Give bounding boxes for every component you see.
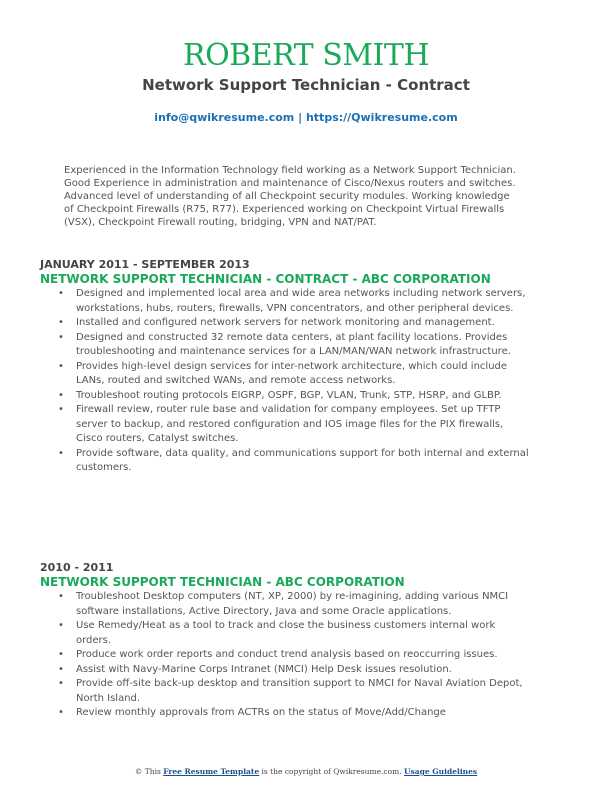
bullet-item: • Troubleshoot routing protocols EIGRP, OSPF, BGP, VLAN, Trunk, STP, HSRP, and GLBP. — [76, 389, 530, 404]
bullet-item: • Use Remedy/Heat as a tool to track and close the business customers internal work orders. — [76, 619, 530, 648]
free-resume-template-link[interactable]: Free Resume Template — [163, 767, 260, 776]
job-title: Network Support Technician - Contract — [142, 76, 470, 94]
bullet-item: • Review monthly approvals from ACTRs on the status of Move/Add/Change — [76, 706, 530, 721]
bullet-item: • Produce work order reports and conduct trend analysis based on reoccurring issues. — [76, 648, 530, 663]
job-bullets — [40, 287, 530, 476]
job-dates: 2010 - 2011 — [40, 561, 114, 574]
job-entry — [40, 561, 530, 721]
bullet-item: • Designed and constructed 32 remote data centers, at plant facility locations. Provides troubleshooting and maintenance services for a LAN/MAN/WAN network infrastructure. — [76, 331, 530, 360]
job-role: NETWORK SUPPORT TECHNICIAN - ABC CORPORATION — [40, 575, 405, 589]
job-dates: JANUARY 2011 - SEPTEMBER 2013 — [40, 258, 250, 271]
bullet-item: • Provide software, data quality, and communications support for both internal and external customers. — [76, 447, 530, 476]
website-link[interactable]: https://Qwikresume.com — [305, 111, 458, 124]
bullet-item: • Provides high-level design services for inter-network architecture, which could include LANs, routed and switched WANs, and remote access networks. — [76, 360, 530, 389]
copyright-footer — [0, 767, 612, 776]
footer-prefix: © This — [134, 767, 164, 776]
bullet-item: • Firewall review, router rule base and validation for company employees. Set up TFTP server to backup, and restored configuration and IOS image files for the PIX firewalls, Cisco routers, Catalyst switches. — [76, 403, 530, 447]
footer-middle: is the copyright of Qwikresume.com. — [259, 767, 405, 776]
email-link[interactable]: info@qwikresume.com — [154, 111, 295, 124]
job-entry — [40, 258, 530, 476]
bullet-item: • Provide off-site back-up desktop and transition support to NMCI for Naval Aviation Depot, North Island. — [76, 677, 530, 706]
candidate-name: ROBERT SMITH — [182, 38, 430, 73]
contact-line — [0, 111, 612, 124]
contact-separator: | — [294, 111, 306, 124]
job-role: NETWORK SUPPORT TECHNICIAN - CONTRACT - ABC CORPORATION — [40, 272, 491, 286]
bullet-item: • Assist with Navy-Marine Corps Intranet (NMCI) Help Desk issues resolution. — [76, 663, 530, 678]
bullet-item: • Designed and implemented local area and wide area networks including network servers, workstations, hubs, routers, firewalls, VPN concentrators, and other peripheral devices. — [76, 287, 530, 316]
summary-paragraph: Experienced in the Information Technology field working as a Network Support Technician. Good Experience in administration and maintenance of Cisco/Nexus routers and switches. Advanced level of understanding of all Checkpoint security modules. Working knowledge of Checkpoint Firewalls (R75, R77). Experienced working on Checkpoint Virtual Firewalls (VSX), Checkpoint Firewall routing, bridging, VPN and NAT/PAT. — [64, 165, 516, 228]
bullet-item: • Troubleshoot Desktop computers (NT, XP, 2000) by re-imagining, adding various NMCI software installations, Active Directory, Java and some Oracle applications. — [76, 590, 530, 619]
bullet-item: • Installed and configured network servers for network monitoring and management. — [76, 316, 530, 331]
usage-guidelines-link[interactable]: Usage Guidelines — [404, 767, 478, 776]
job-bullets — [40, 590, 530, 721]
